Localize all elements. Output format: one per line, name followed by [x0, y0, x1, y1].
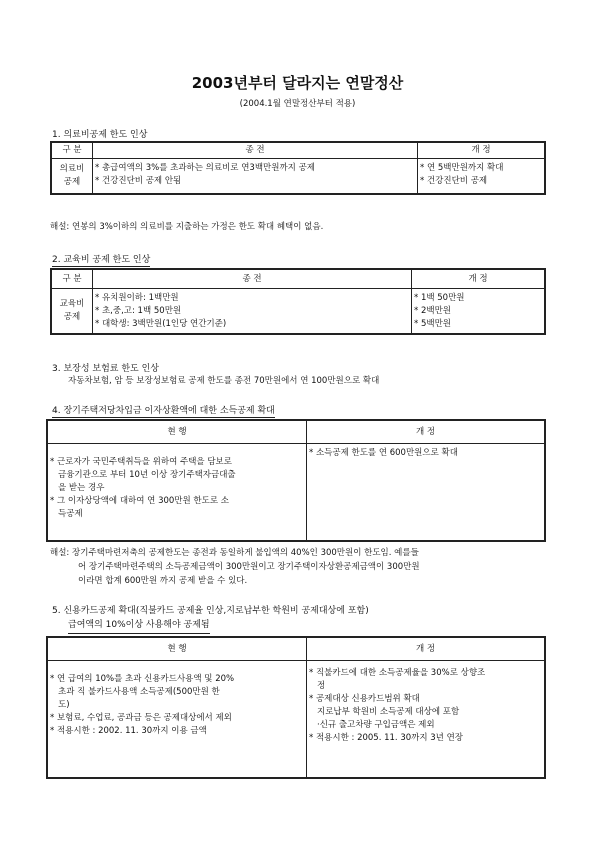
s2-new-item: * 2백만원 — [414, 306, 451, 316]
s1-old-cell — [93, 159, 418, 195]
s1-col-label: 구 분 — [51, 142, 93, 159]
s5-new-item: * 적용시한 : 2005. 11. 30까지 3년 연장 — [309, 733, 464, 743]
s1-col-old: 종 전 — [93, 142, 418, 159]
section-1-table — [50, 141, 546, 195]
s2-old-item: * 대학생: 3백만원(1인당 연간기준) — [95, 319, 227, 329]
section-4-heading: 4. 장기주택저당차입금 이자상환액에 대한 소득공제 확대 — [52, 403, 275, 418]
s4-col-new: 개 정 — [307, 420, 546, 444]
s2-new-item: * 5백만원 — [414, 319, 451, 329]
s1-old-item: * 건강진단비 공제 안됨 — [95, 176, 182, 186]
section-5-heading: 5. 신용카드공제 확대(직불카드 공제율 인상,지로납부한 학원비 공제대상에 포함) 급여액의 10%이상 사용해야 공제됨 — [52, 604, 369, 634]
s1-new-item: * 건강진단비 공제 — [420, 176, 488, 186]
section-2-heading: 2. 교육비 공제 한도 인상 — [52, 252, 150, 267]
s4-new-cell — [307, 444, 546, 542]
s2-row-label: 교육비 공제 — [51, 289, 93, 335]
s5-old-cell — [47, 661, 307, 779]
s2-new-cell — [412, 289, 546, 335]
s2-old-item: * 유치원이하: 1백만원 — [95, 293, 179, 303]
s2-col-new: 개 정 — [412, 269, 546, 289]
s4-old-item: 금융기관으로 부터 10년 이상 장기주택자금대출 — [58, 470, 236, 480]
s5-old-item: * 적용시한 : 2002. 11. 30까지 이용 금액 — [50, 726, 207, 736]
s4-old-item: * 그 이자상당액에 대하여 연 300만원 한도로 소 — [50, 496, 229, 506]
s2-new-item: * 1백 50만원 — [414, 293, 465, 303]
s5-new-item: * 직불카드에 대한 소득공제율을 30%로 상향조 — [309, 668, 486, 678]
s5-new-cell — [307, 661, 546, 779]
s5-old-item: 초과 직 불카드사용액 소득공제(500만원 한 — [58, 687, 220, 697]
page-subtitle: (2004.1월 연말정산부터 적용) — [239, 99, 356, 109]
s1-row-label: 의료비 공제 — [51, 159, 93, 195]
s5-new-item: ·신규 출고차량 구입금액은 제외 — [317, 720, 435, 730]
s3-body: 자동차보험, 암 등 보장성보험료 공제 한도를 종전 70만원에서 연 100만원으로 확대 — [68, 376, 380, 386]
section-3-heading: 3. 보장성 보험료 한도 인상 — [52, 364, 159, 374]
s4-note: 해설: 장기주택마련저축의 공제한도는 종전과 동일하게 불입액의 40%인 300만원이 한도임. 예를들 어 장기주택마련주택의 소득공제금액이 300만원이고 장기주택이자상환공제금액이 300만원 이라면 합계 600만원 까지 공제 받을 수 있다. — [50, 548, 420, 586]
s4-new-item: * 소득공제 한도를 연 600만원으로 확대 — [309, 448, 458, 458]
s5-old-item: * 연 급여의 10%를 초과 신용카드사용액 및 20% — [50, 674, 235, 684]
s5-col-old: 현 행 — [47, 637, 307, 661]
s1-note: 해설: 연봉의 3%이하의 의료비를 지출하는 가정은 한도 확대 혜택이 없음. — [50, 222, 324, 232]
s4-old-cell — [47, 444, 307, 542]
s1-new-item: * 연 5백만원까지 확대 — [420, 163, 504, 173]
section-1-heading: 1. 의료비공제 한도 인상 — [52, 127, 147, 142]
s5-old-item: 도) — [58, 700, 70, 710]
s1-old-item: * 총급여액의 3%를 초과하는 의료비로 연3백만원까지 공제 — [95, 163, 315, 173]
s1-col-new: 개 정 — [418, 142, 546, 159]
s4-old-item: 득공제 — [58, 509, 83, 519]
s2-old-item: * 초,중,고: 1백 50만원 — [95, 306, 182, 316]
s2-col-old: 종 전 — [93, 269, 412, 289]
s5-old-item: * 보험료, 수업료, 공과금 등은 공제대상에서 제외 — [50, 713, 232, 723]
s5-col-new: 개 정 — [307, 637, 546, 661]
s2-col-label: 구 분 — [51, 269, 93, 289]
section-5-table — [46, 636, 546, 779]
s1-new-cell — [418, 159, 546, 195]
section-2-table — [50, 268, 546, 335]
s2-old-cell — [93, 289, 412, 335]
s5-new-item: 정 — [317, 681, 326, 691]
s4-col-old: 현 행 — [47, 420, 307, 444]
page-title: 2003년부터 달라지는 연말정산 — [191, 74, 404, 92]
s5-new-item: 지로납부 학원비 소득공제 대상에 포함 — [317, 707, 460, 717]
s5-new-item: * 공제대상 신용카드범위 확대 — [309, 694, 420, 704]
s4-old-item: 을 받는 경우 — [58, 483, 105, 493]
s4-old-item: * 근로자가 국민주택취득을 위하여 주택을 담보로 — [50, 457, 232, 467]
section-4-table — [46, 419, 546, 542]
